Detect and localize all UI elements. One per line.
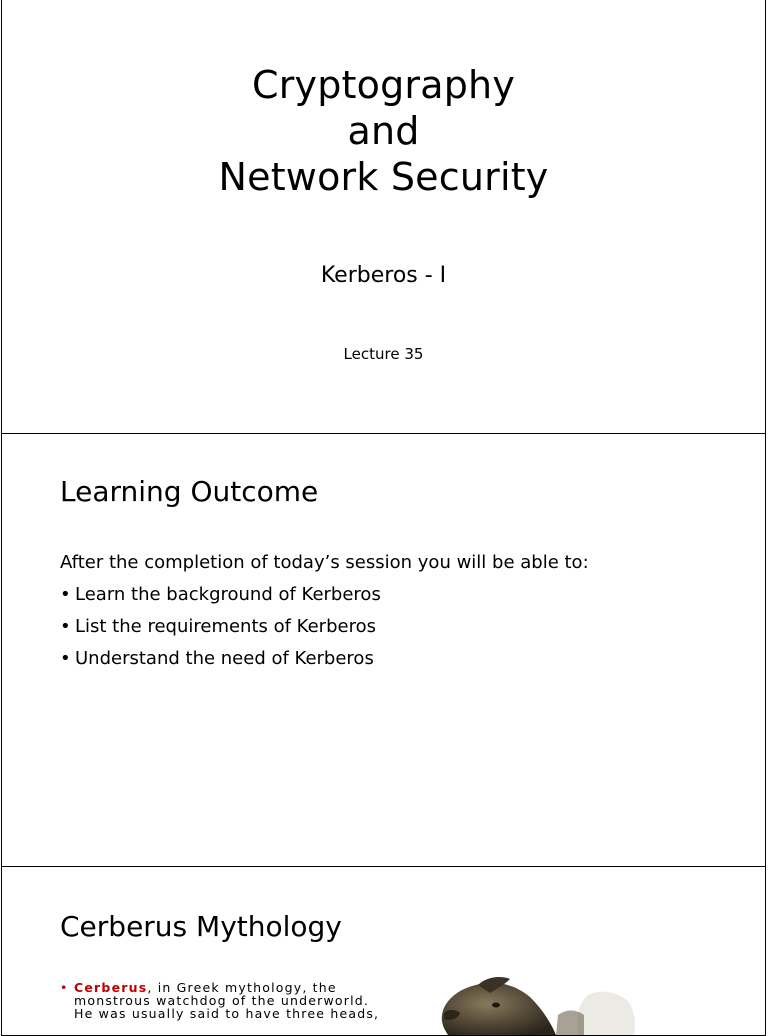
bullet-icon: • (60, 584, 71, 605)
intro-text: After the completion of today’s session you will be able to: (60, 552, 589, 573)
text-line-3: He was usually said to have three heads, (74, 1006, 380, 1021)
lecture-number: Lecture 35 (343, 345, 424, 363)
slide-title (2, 62, 765, 200)
slide-heading: Cerberus Mythology (60, 910, 342, 943)
text-line-1-rest: , in Greek mythology, the (147, 980, 337, 995)
keyword-cerberus: Cerberus (74, 980, 148, 995)
bullet-icon: • (60, 980, 69, 995)
list-item (60, 615, 381, 647)
learning-outcome-slide (1, 433, 766, 867)
cerberus-dog-image (438, 975, 638, 1035)
list-item (60, 647, 381, 679)
list-item-text: Learn the background of Kerberos (75, 584, 381, 605)
title-slide (1, 0, 766, 434)
title-line-1: Cryptography (251, 63, 516, 107)
list-item-text: Understand the need of Kerberos (75, 648, 374, 669)
bullet-icon: • (60, 648, 71, 669)
outcome-list (60, 583, 381, 679)
mythology-paragraph (60, 981, 380, 1020)
cerberus-slide (1, 866, 766, 1036)
slide-heading: Learning Outcome (60, 475, 319, 508)
title-line-2: and (347, 109, 420, 153)
title-line-3: Network Security (218, 155, 549, 199)
list-item (60, 583, 381, 615)
list-item-text: List the requirements of Kerberos (75, 616, 376, 637)
slide-subtitle: Kerberos - I (320, 263, 447, 288)
text-line-2: monstrous watchdog of the underworld. (74, 993, 370, 1008)
bullet-icon: • (60, 616, 71, 637)
